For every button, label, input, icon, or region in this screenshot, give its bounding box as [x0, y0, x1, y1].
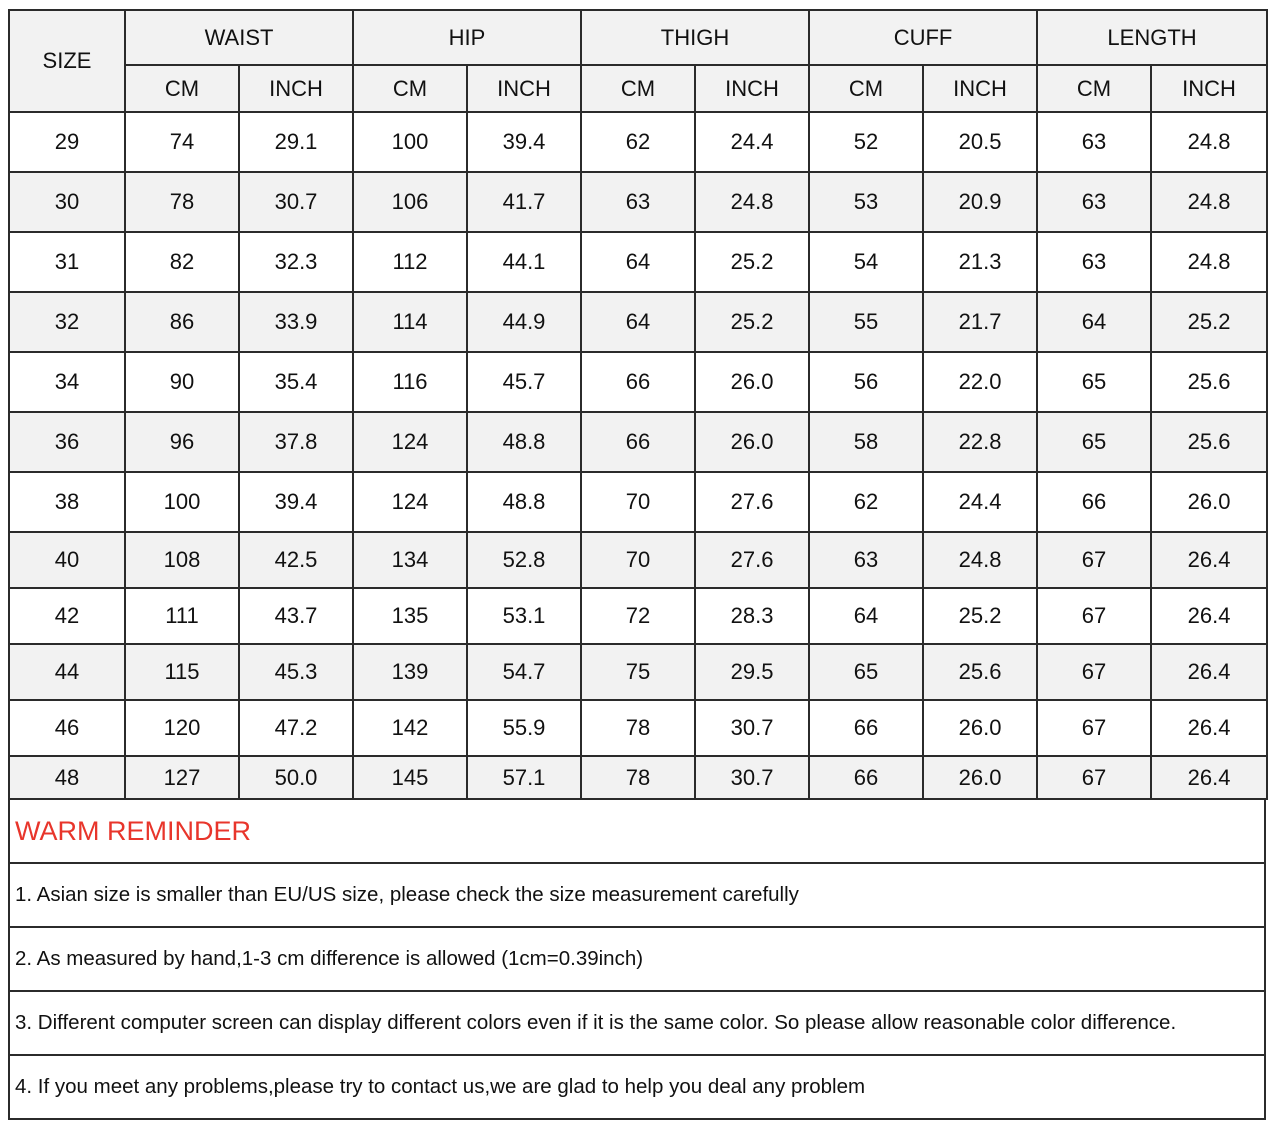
unit-header-cm: CM [353, 65, 467, 112]
cell-thigh-cm: 62 [581, 112, 695, 172]
cell-thigh-inch: 27.6 [695, 472, 809, 532]
cell-thigh-inch: 24.8 [695, 172, 809, 232]
cell-hip-inch: 57.1 [467, 756, 581, 799]
cell-size: 48 [9, 756, 125, 799]
cell-hip-cm: 100 [353, 112, 467, 172]
warm-reminder-title: WARM REMINDER [9, 799, 1265, 863]
cell-hip-inch: 48.8 [467, 412, 581, 472]
cell-size: 42 [9, 588, 125, 644]
cell-length-inch: 25.6 [1151, 352, 1267, 412]
header-row-groups [9, 10, 1267, 65]
table-row [9, 232, 1267, 292]
cell-cuff-inch: 20.9 [923, 172, 1037, 232]
cell-length-inch: 24.8 [1151, 112, 1267, 172]
cell-cuff-cm: 54 [809, 232, 923, 292]
table-row [9, 700, 1267, 756]
cell-thigh-inch: 29.5 [695, 644, 809, 700]
cell-waist-inch: 43.7 [239, 588, 353, 644]
cell-cuff-cm: 62 [809, 472, 923, 532]
cell-length-inch: 26.4 [1151, 644, 1267, 700]
cell-size: 34 [9, 352, 125, 412]
table-row [9, 472, 1267, 532]
cell-length-cm: 64 [1037, 292, 1151, 352]
cell-waist-inch: 29.1 [239, 112, 353, 172]
cell-thigh-inch: 27.6 [695, 532, 809, 588]
hip-header: HIP [353, 10, 581, 65]
cell-size: 46 [9, 700, 125, 756]
cell-waist-cm: 120 [125, 700, 239, 756]
cell-hip-inch: 41.7 [467, 172, 581, 232]
warm-reminder-table [8, 798, 1266, 1120]
cell-hip-cm: 135 [353, 588, 467, 644]
cell-hip-inch: 52.8 [467, 532, 581, 588]
cell-cuff-inch: 24.8 [923, 532, 1037, 588]
cell-thigh-cm: 63 [581, 172, 695, 232]
cell-hip-cm: 139 [353, 644, 467, 700]
unit-header-inch: INCH [695, 65, 809, 112]
cell-size: 40 [9, 532, 125, 588]
cell-waist-inch: 30.7 [239, 172, 353, 232]
cell-length-cm: 66 [1037, 472, 1151, 532]
cell-thigh-cm: 66 [581, 412, 695, 472]
table-row [9, 292, 1267, 352]
cell-hip-inch: 44.9 [467, 292, 581, 352]
cell-waist-inch: 45.3 [239, 644, 353, 700]
cell-hip-cm: 145 [353, 756, 467, 799]
cell-hip-cm: 124 [353, 412, 467, 472]
unit-header-cm: CM [1037, 65, 1151, 112]
header-row-units [9, 65, 1267, 112]
cell-thigh-cm: 70 [581, 532, 695, 588]
cell-waist-inch: 32.3 [239, 232, 353, 292]
cell-waist-cm: 82 [125, 232, 239, 292]
cell-waist-inch: 35.4 [239, 352, 353, 412]
cell-cuff-inch: 25.2 [923, 588, 1037, 644]
cell-waist-cm: 111 [125, 588, 239, 644]
cell-waist-cm: 90 [125, 352, 239, 412]
cell-hip-cm: 112 [353, 232, 467, 292]
cell-hip-cm: 142 [353, 700, 467, 756]
unit-header-cm: CM [581, 65, 695, 112]
cell-length-inch: 26.4 [1151, 532, 1267, 588]
cell-waist-cm: 100 [125, 472, 239, 532]
table-row [9, 532, 1267, 588]
cell-hip-inch: 44.1 [467, 232, 581, 292]
cell-thigh-cm: 66 [581, 352, 695, 412]
cell-length-inch: 26.4 [1151, 700, 1267, 756]
cell-thigh-cm: 70 [581, 472, 695, 532]
unit-header-inch: INCH [1151, 65, 1267, 112]
size-chart-document [8, 9, 1266, 1120]
cell-size: 31 [9, 232, 125, 292]
table-row [9, 412, 1267, 472]
cell-size: 30 [9, 172, 125, 232]
cell-cuff-cm: 64 [809, 588, 923, 644]
cell-length-inch: 26.4 [1151, 588, 1267, 644]
unit-header-inch: INCH [239, 65, 353, 112]
reminder-note-3: 3. Different computer screen can display different colors even if it is the same color. So please allow reasonable color difference. [9, 991, 1265, 1055]
length-header: LENGTH [1037, 10, 1267, 65]
cell-length-cm: 65 [1037, 412, 1151, 472]
cell-size: 29 [9, 112, 125, 172]
cell-hip-cm: 124 [353, 472, 467, 532]
cell-size: 36 [9, 412, 125, 472]
cell-hip-inch: 48.8 [467, 472, 581, 532]
cell-hip-inch: 55.9 [467, 700, 581, 756]
table-row [9, 352, 1267, 412]
cell-waist-cm: 86 [125, 292, 239, 352]
cell-hip-cm: 106 [353, 172, 467, 232]
reminder-note-2: 2. As measured by hand,1-3 cm difference is allowed (1cm=0.39inch) [9, 927, 1265, 991]
cell-cuff-cm: 55 [809, 292, 923, 352]
cell-thigh-inch: 30.7 [695, 756, 809, 799]
cell-cuff-inch: 24.4 [923, 472, 1037, 532]
cell-thigh-cm: 64 [581, 232, 695, 292]
cell-thigh-inch: 25.2 [695, 232, 809, 292]
cell-waist-cm: 127 [125, 756, 239, 799]
cell-cuff-inch: 25.6 [923, 644, 1037, 700]
cell-cuff-inch: 22.0 [923, 352, 1037, 412]
cell-cuff-inch: 22.8 [923, 412, 1037, 472]
cell-length-cm: 67 [1037, 644, 1151, 700]
cell-thigh-inch: 25.2 [695, 292, 809, 352]
cell-hip-cm: 116 [353, 352, 467, 412]
unit-header-inch: INCH [923, 65, 1037, 112]
cell-thigh-cm: 78 [581, 756, 695, 799]
cell-length-inch: 26.4 [1151, 756, 1267, 799]
cell-hip-cm: 134 [353, 532, 467, 588]
table-row [9, 112, 1267, 172]
cell-cuff-inch: 21.3 [923, 232, 1037, 292]
cell-thigh-inch: 30.7 [695, 700, 809, 756]
cell-waist-cm: 78 [125, 172, 239, 232]
table-row [9, 172, 1267, 232]
cell-thigh-inch: 26.0 [695, 412, 809, 472]
unit-header-cm: CM [809, 65, 923, 112]
thigh-header: THIGH [581, 10, 809, 65]
size-chart-body [9, 112, 1267, 799]
cell-size: 38 [9, 472, 125, 532]
cell-cuff-cm: 65 [809, 644, 923, 700]
cell-waist-inch: 33.9 [239, 292, 353, 352]
cell-thigh-cm: 72 [581, 588, 695, 644]
waist-header: WAIST [125, 10, 353, 65]
cell-waist-inch: 47.2 [239, 700, 353, 756]
cell-length-cm: 67 [1037, 756, 1151, 799]
size-chart-table [8, 9, 1268, 800]
cell-length-cm: 63 [1037, 232, 1151, 292]
table-row [9, 644, 1267, 700]
reminder-note-1: 1. Asian size is smaller than EU/US size, please check the size measurement carefully [9, 863, 1265, 927]
cell-cuff-cm: 53 [809, 172, 923, 232]
cell-hip-inch: 45.7 [467, 352, 581, 412]
cell-waist-inch: 37.8 [239, 412, 353, 472]
table-row [9, 756, 1267, 799]
cell-thigh-cm: 75 [581, 644, 695, 700]
cell-cuff-inch: 26.0 [923, 700, 1037, 756]
cell-cuff-cm: 56 [809, 352, 923, 412]
cell-waist-inch: 42.5 [239, 532, 353, 588]
cell-hip-inch: 53.1 [467, 588, 581, 644]
cell-length-inch: 25.2 [1151, 292, 1267, 352]
cell-hip-inch: 39.4 [467, 112, 581, 172]
cell-length-cm: 63 [1037, 112, 1151, 172]
cell-waist-cm: 96 [125, 412, 239, 472]
cell-cuff-cm: 63 [809, 532, 923, 588]
cell-length-inch: 26.0 [1151, 472, 1267, 532]
cell-thigh-inch: 24.4 [695, 112, 809, 172]
cell-cuff-cm: 58 [809, 412, 923, 472]
cell-hip-cm: 114 [353, 292, 467, 352]
cell-thigh-inch: 26.0 [695, 352, 809, 412]
cell-cuff-cm: 66 [809, 700, 923, 756]
table-row [9, 588, 1267, 644]
cell-length-inch: 24.8 [1151, 172, 1267, 232]
reminder-note-4: 4. If you meet any problems,please try to contact us,we are glad to help you deal any problem [9, 1055, 1265, 1119]
cell-cuff-cm: 52 [809, 112, 923, 172]
cell-length-cm: 67 [1037, 588, 1151, 644]
size-header: SIZE [9, 10, 125, 112]
cell-waist-cm: 74 [125, 112, 239, 172]
cell-length-inch: 24.8 [1151, 232, 1267, 292]
cell-cuff-inch: 20.5 [923, 112, 1037, 172]
cell-waist-cm: 115 [125, 644, 239, 700]
cell-hip-inch: 54.7 [467, 644, 581, 700]
cell-cuff-inch: 26.0 [923, 756, 1037, 799]
cell-thigh-cm: 64 [581, 292, 695, 352]
cell-length-cm: 67 [1037, 700, 1151, 756]
cuff-header: CUFF [809, 10, 1037, 65]
cell-thigh-inch: 28.3 [695, 588, 809, 644]
unit-header-inch: INCH [467, 65, 581, 112]
cell-size: 32 [9, 292, 125, 352]
cell-length-cm: 65 [1037, 352, 1151, 412]
cell-waist-cm: 108 [125, 532, 239, 588]
cell-cuff-cm: 66 [809, 756, 923, 799]
cell-length-inch: 25.6 [1151, 412, 1267, 472]
cell-cuff-inch: 21.7 [923, 292, 1037, 352]
cell-thigh-cm: 78 [581, 700, 695, 756]
cell-waist-inch: 50.0 [239, 756, 353, 799]
unit-header-cm: CM [125, 65, 239, 112]
cell-length-cm: 63 [1037, 172, 1151, 232]
cell-length-cm: 67 [1037, 532, 1151, 588]
cell-waist-inch: 39.4 [239, 472, 353, 532]
cell-size: 44 [9, 644, 125, 700]
